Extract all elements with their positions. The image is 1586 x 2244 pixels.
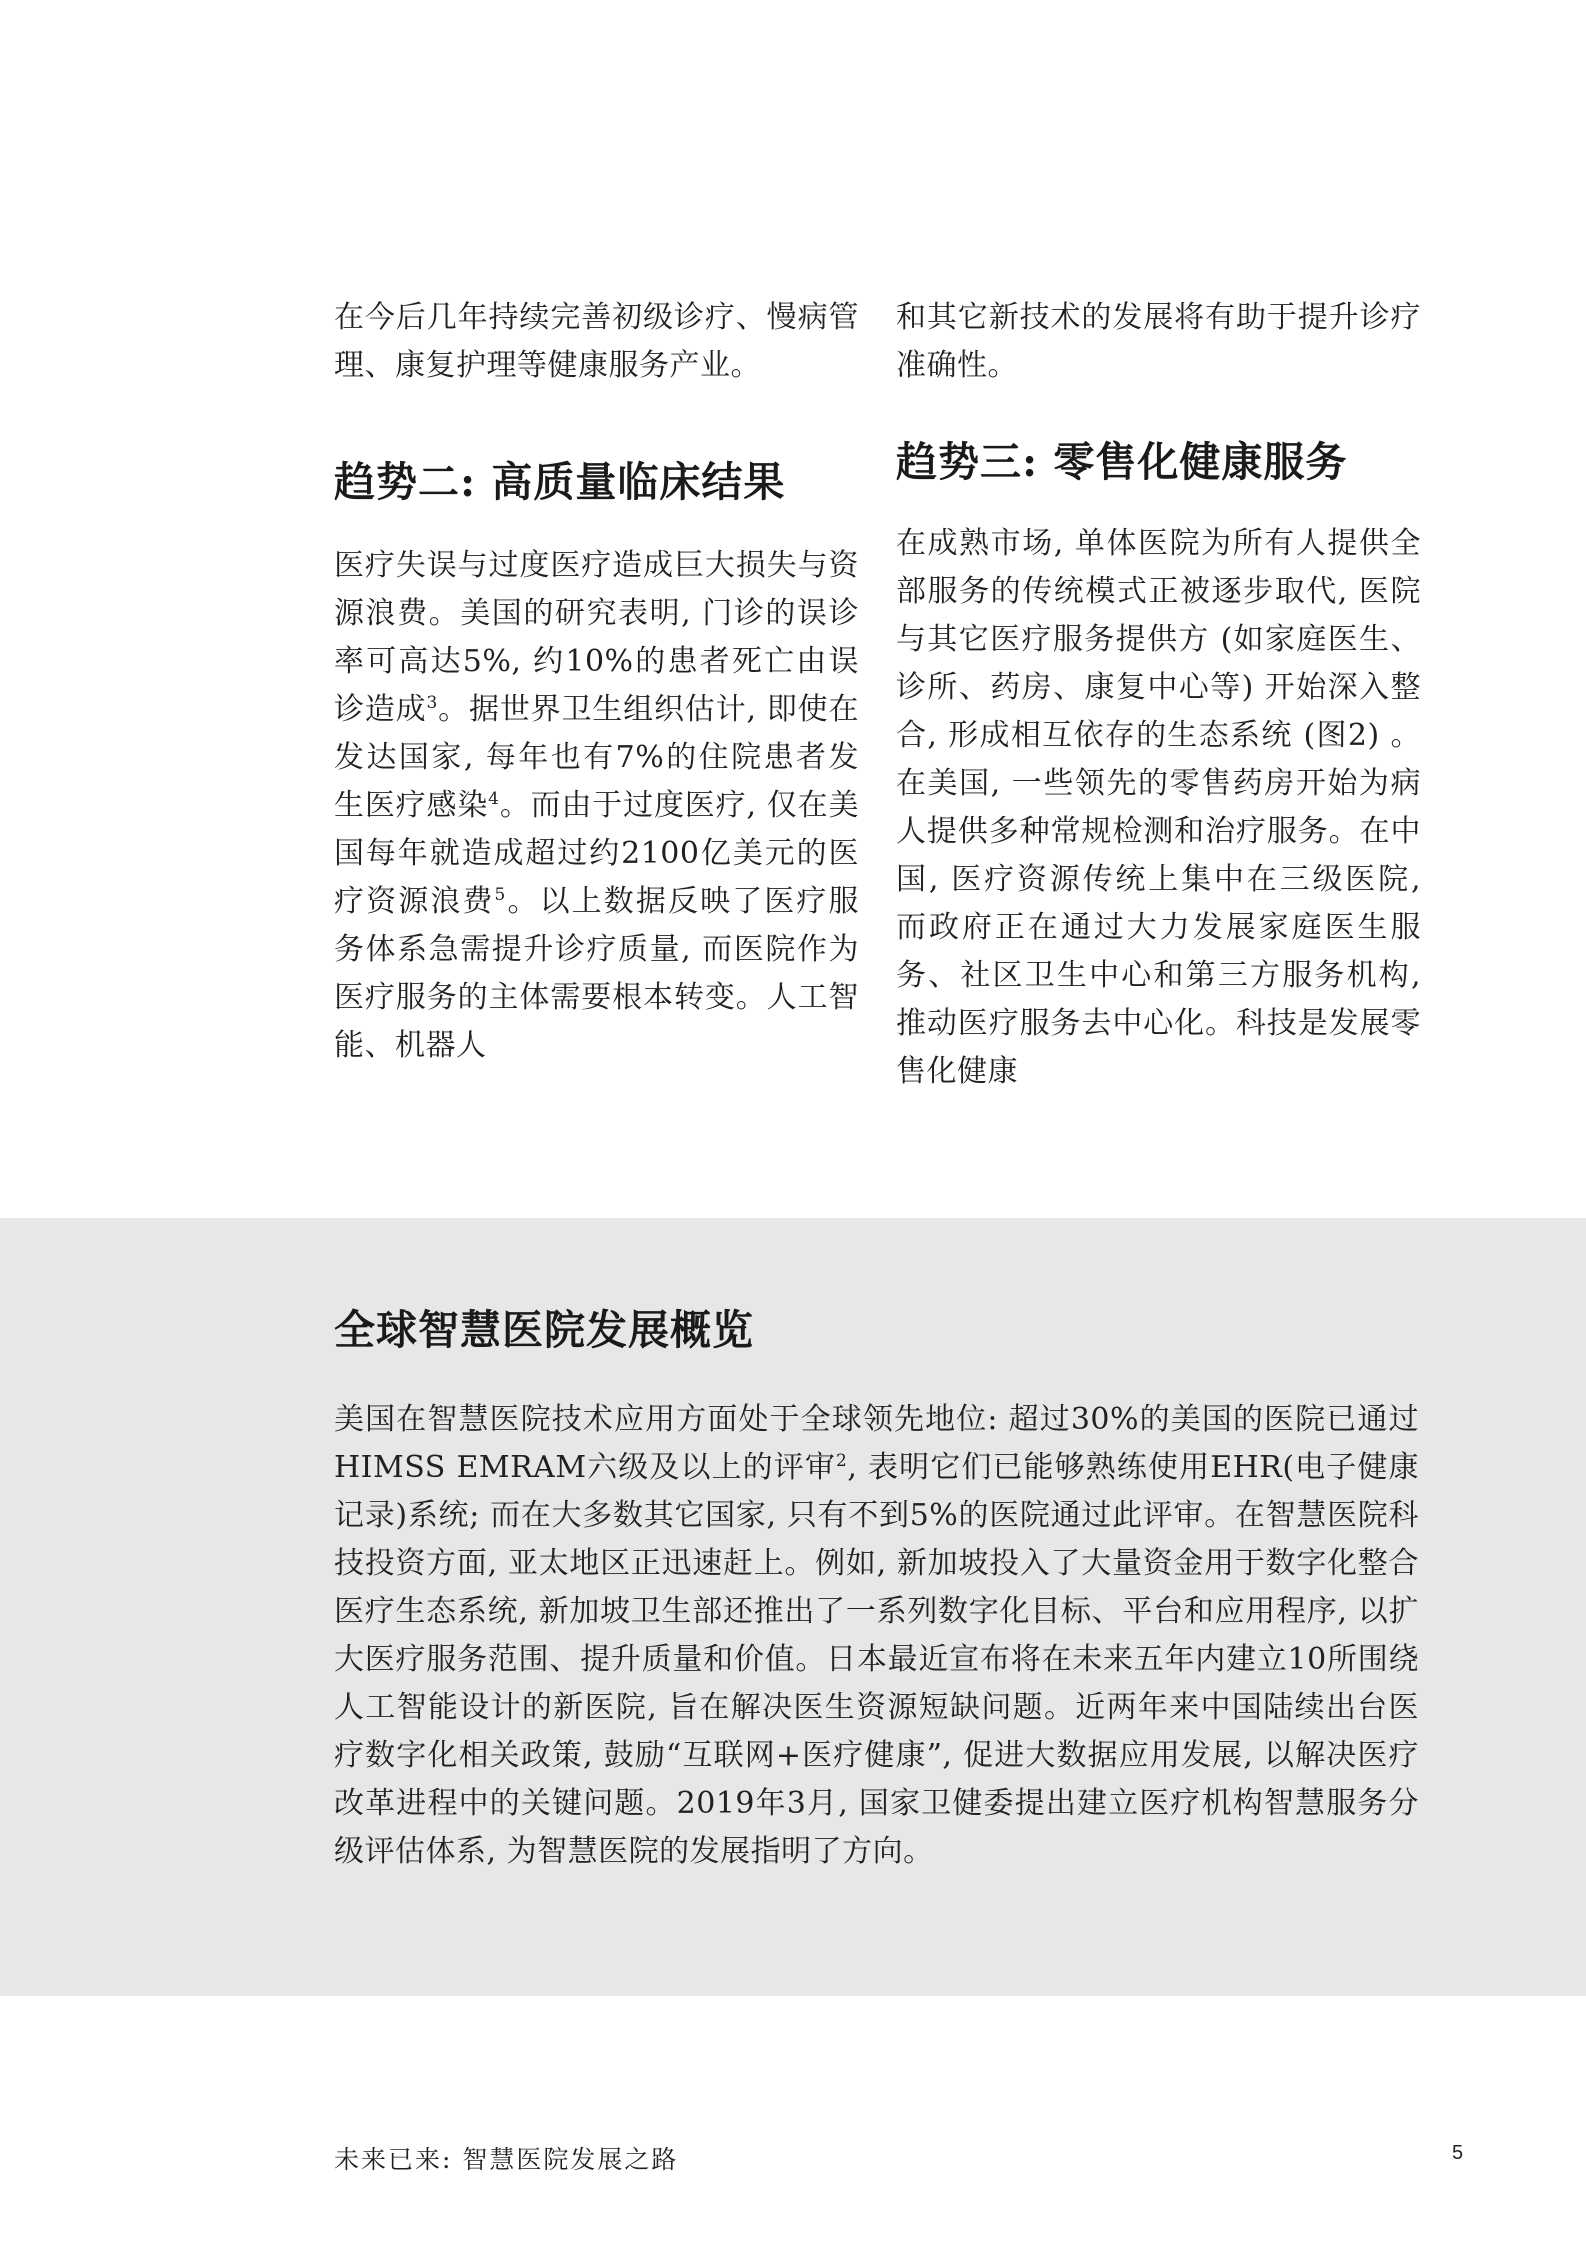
trend-two-text-b: 。据世界卫生组织估计, 即使在发达国家, 每年也有7%的住院患者发生医疗感染 <box>334 692 860 823</box>
overview-heading: 全球智慧医院发展概览 <box>334 1306 754 1354</box>
footnote-ref-3: 3 <box>426 693 438 713</box>
page-number: 5 <box>1452 2142 1464 2164</box>
footnote-ref-2: 2 <box>836 1451 848 1471</box>
trend-two-text-c: 。而由于过度医疗, 仅在美国每年就造成超过约2100亿美元的医疗资源浪费 <box>334 788 860 919</box>
footnote-ref-4: 4 <box>488 789 500 809</box>
trend-three-paragraph: 在成熟市场, 单体医院为所有人提供全部服务的传统模式正被逐步取代, 医院与其它医疗服务提供方 (如家庭医生、诊所、药房、康复中心等) 开始深入整合, 形成相互依存的生态系统 (图2) 。在美国, 一些领先的零售药房开始为病人提供多种常规检测和治疗服务。在中国, 医疗资源传统上集中在三级医院, 而政府正在通过大力发展家庭医生服务、社区卫生中心和第三方服务机构, 推动医疗服务去中心化。科技是发展零售化健康 <box>896 526 1421 1089</box>
footer-title: 未来已来: 智慧医院发展之路 <box>334 2145 679 2174</box>
right-intro-paragraph: 和其它新技术的发展将有助于提升诊疗准确性。 <box>896 300 1421 383</box>
left-intro-paragraph: 在今后几年持续完善初级诊疗、慢病管理、康复护理等健康服务产业。 <box>334 300 859 383</box>
trend-two-text-d: 。以上数据反映了医疗服务体系急需提升诊疗质量, 而医院作为医疗服务的主体需要根本转变。人工智能、机器人 <box>334 884 860 1063</box>
left-trend-body <box>334 542 859 1070</box>
footnote-ref-5: 5 <box>494 885 506 905</box>
right-trend-body <box>896 520 1421 1096</box>
overview-section <box>0 1218 1586 1996</box>
left-trend-section <box>334 452 859 512</box>
overview-content <box>334 1300 1419 1876</box>
right-trend-section <box>896 432 1421 492</box>
overview-text-b: , 表明它们已能够熟练使用EHR(电子健康记录)系统; 而在大多数其它国家, 只有不到5%的医院通过此评审。在智慧医院科技投资方面, 亚太地区正迅速赶上。例如, 新加坡投入了大量资金用于数字化整合医疗生态系统, 新加坡卫生部还推出了一系列数字化目标、平台和应用程序, 以扩大医疗服务范围、提升质量和价值。日本最近宣布将在未来五年内建立10所围绕人工智能设计的新医院, 旨在解决医生资源短缺问题。近两年来中国陆续出台医疗数字化相关政策, 鼓励“互联网+医疗健康”, 促进大数据应用发展, 以解决医疗改革进程中的关键问题。2019年3月, 国家卫健委提出建立医疗机构智慧服务分级评估体系, 为智慧医院的发展指明了方向。 <box>334 1450 1419 1869</box>
trend-two-text-a: 医疗失误与过度医疗造成巨大损失与资源浪费。美国的研究表明, 门诊的误诊率可高达5%, 约10%的患者死亡由误诊造成 <box>334 548 859 727</box>
trend-two-heading: 趋势二: 高质量临床结果 <box>334 458 786 506</box>
right-column <box>896 294 1421 390</box>
left-column <box>334 294 859 390</box>
trend-two-paragraph <box>334 542 859 1070</box>
trend-three-heading: 趋势三: 零售化健康服务 <box>896 438 1348 486</box>
overview-paragraph <box>334 1396 1419 1876</box>
overview-text-a: 美国在智慧医院技术应用方面处于全球领先地位: 超过30%的美国的医院已通过HIMSS EMRAM六级及以上的评审 <box>334 1402 1419 1485</box>
